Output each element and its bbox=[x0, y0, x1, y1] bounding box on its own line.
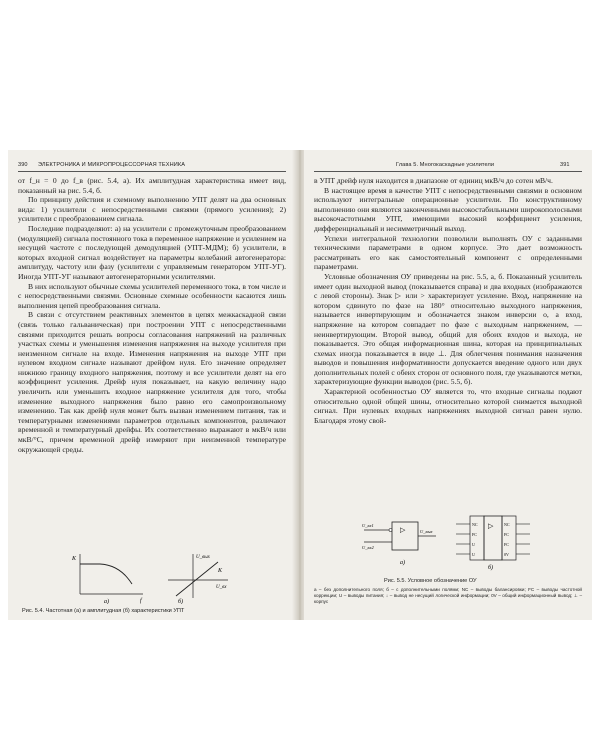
pin-label: 0V bbox=[504, 552, 509, 557]
panel-label-a: а) bbox=[104, 599, 109, 604]
pin-label: NC bbox=[504, 522, 510, 527]
figure-5-5 bbox=[360, 512, 540, 572]
amplifier-triangle-icon: ▷ bbox=[400, 526, 406, 534]
inverting-marker bbox=[389, 529, 392, 532]
input-label-1: U_вх1 bbox=[362, 523, 374, 528]
running-head-left: ЭЛЕКТРОНИКА И МИКРОПРОЦЕССОРНАЯ ТЕХНИКА bbox=[38, 162, 186, 168]
paragraph: В них используют обычные схемы усилителей переменного тока, в том числе и с непосредственными связями. Основные схемные особенности касаются лишь выполнения цепей преобразования сигнала. bbox=[18, 281, 286, 310]
axis-label-uout: U_вых bbox=[196, 555, 210, 560]
op-amp-symbol-a bbox=[362, 522, 436, 566]
right-page bbox=[304, 150, 592, 620]
paragraph: от f_н = 0 до f_в (рис. 5.4, а). Их амплитудная характеристика имеет вид, показанный на рис. 5.4, б. bbox=[18, 176, 286, 195]
pin-label: U bbox=[472, 542, 475, 547]
paragraph: Успехи интегральной технологии позволили выполнять ОУ с заданными техническими параметрами в одном корпусе. Это дает возможность рассматривать его как самостоятельный компонент с определенными параметрами. bbox=[314, 233, 582, 272]
pin-label: FC bbox=[472, 532, 477, 537]
frequency-response-plot bbox=[71, 554, 143, 604]
paragraph: в УПТ дрейф нуля находится в диапазоне от единиц мкВ/ч до сотен мВ/ч. bbox=[314, 176, 553, 185]
axis-label-k: K bbox=[72, 556, 77, 562]
amplitude-line bbox=[176, 562, 218, 596]
frequency-curve bbox=[80, 564, 132, 584]
left-text-block bbox=[18, 176, 286, 454]
input-label-2: U_вх2 bbox=[362, 545, 374, 550]
amplitude-response-plot bbox=[168, 554, 228, 604]
axis-label-uin: U_вх bbox=[216, 585, 227, 590]
figure-legend-5-5: а – без дополнительного поля; б – с дополнительными полями; NC – выводы балансировки; FC – выводы частотной коррекции; U – выводы питания; ↓ – вывод не несущий логической информации; 0V – общий информационный вывод; ⊥ – корпус bbox=[314, 587, 582, 604]
figure-caption-5-4: Рис. 5.4. Частотная (а) и амплитудная (б) характеристики УПТ bbox=[22, 608, 185, 614]
paragraph: Условные обозначения ОУ приведены на рис. 5.5, а, б. Показанный усилитель имеет один выходной вывод (показывается справа) и два входных (изображаются с левой стороны). Знак ▷ или > характеризует усиление. Вход, напряжение на котором сдвинуто по фазе на 180° относительно выходного напряжения, называется инвертирующим и обозначается знаком инверсии о, а вход, напряжение на котором совпадает по фазе с выходным напряжением, — неинвертирующим. Второй вывод, общий для обоих входов и выхода, не показывается. Это общая информационная шина, которая на принципиальных схемах иногда показывается в виде ⊥. Для облегчения понимания назначения выводов и повышения информативности допускается введение одного или двух дополнительных полей с обеих сторон от основного поля, где указываются метки, характеризующие функции выводов (рис. 5.5, б). bbox=[314, 271, 582, 387]
panel-label-b: б) bbox=[488, 565, 494, 571]
page-number-right: 391 bbox=[560, 162, 570, 168]
output-label-a: U_вых bbox=[420, 529, 433, 534]
left-page bbox=[8, 150, 296, 620]
paragraph: Последние подразделяют: а) на усилители с промежуточным преобразованием (модуляцией) сигнала постоянного тока в переменное напряжение и усилением на несущей частоте с последующей демодуляцией (УПТ-МДМ); б) усилители, в которых входной сигнал воздействует на параметры колебаний автогенератора: амплитуду, частоту или фазу (усилители с управляемым генератором УПТ-УГ). Иногда УПТ-УГ называют автогенераторными усилителями. bbox=[18, 223, 286, 281]
curve-label-k: K bbox=[218, 568, 223, 574]
page-number-left: 390 bbox=[18, 162, 28, 168]
figure-5-4 bbox=[68, 550, 238, 604]
panel-label-a: а) bbox=[400, 560, 405, 566]
panel-label-b: б) bbox=[178, 599, 184, 604]
pin-label: NC bbox=[472, 522, 478, 527]
right-text-block bbox=[314, 176, 582, 425]
paragraph: Характерной особенностью ОУ является то, что входные сигналы подают относительно одной общей шины, относительно которой снимается выходной сигнал. При нулевых входных напряжениях выходной сигнал равен нулю. Благодаря этому свой- bbox=[314, 387, 582, 425]
running-head-right: Глава 5. Многокаскадные усилители bbox=[396, 162, 495, 168]
paragraph: По принципу действия и схемному выполнению УПТ делят на два основных вида: 1) усилители с непосредственными связями (прямого усиления); 2) усилители с преобразованием сигнала. bbox=[18, 195, 286, 224]
pin-label: FC bbox=[504, 532, 509, 537]
axis-label-f: f bbox=[140, 598, 142, 604]
paragraph: В связи с отсутствием реактивных элементов в цепях межкаскадной связи (связь только гальваническая) при построении УПТ с непосредственными связями приходится решать вопросы согласования напряжений на различных участках схемы и уменьшения изменения напряжения на выходе усилителя при неизменном сигнале на входе. Изменения напряжения на выходе УПТ при нулевом входном сигнале называют дрейфом нуля. Его значение определяет нижнюю границу входного напряжения, поэтому и все усилители делят на его коэффициент усиления. Дрейф нуля показывает, на какую величину надо увеличить или уменьшить входное напряжение усилителя для того, чтобы изменение выходного напряжения было равно его самопроизвольному изменению. Так как дрейф нуля может быть вызван изменением питания, так и температурными изменениями параметров отдельных компонентов, различают временной и температурный дрейфы. Их соответственно выражают в мкВ/ч или мкВ/°C, причем временной дрейф измеряют при неизменной температуре окружающей среды. bbox=[18, 310, 286, 454]
amplifier-triangle-icon: ▷ bbox=[488, 522, 494, 530]
header-rule-left bbox=[18, 171, 286, 172]
op-amp-symbol-b bbox=[456, 516, 530, 571]
header-rule-right bbox=[314, 171, 582, 172]
pin-label: FC bbox=[504, 542, 509, 547]
figure-caption-5-5: Рис. 5.5. Условное обозначение ОУ bbox=[384, 578, 477, 584]
pin-label: U bbox=[472, 552, 475, 557]
paragraph: В настоящее время в качестве УПТ с непосредственными связями в основном используют интегральные операционные усилители. По конструктивному выполнению они являются законченными высокостабильными широкополосными высокочастотными УПТ, имеющими высокий коэффициент усиления, дифференциальный и несимметричный выход. bbox=[314, 185, 582, 233]
